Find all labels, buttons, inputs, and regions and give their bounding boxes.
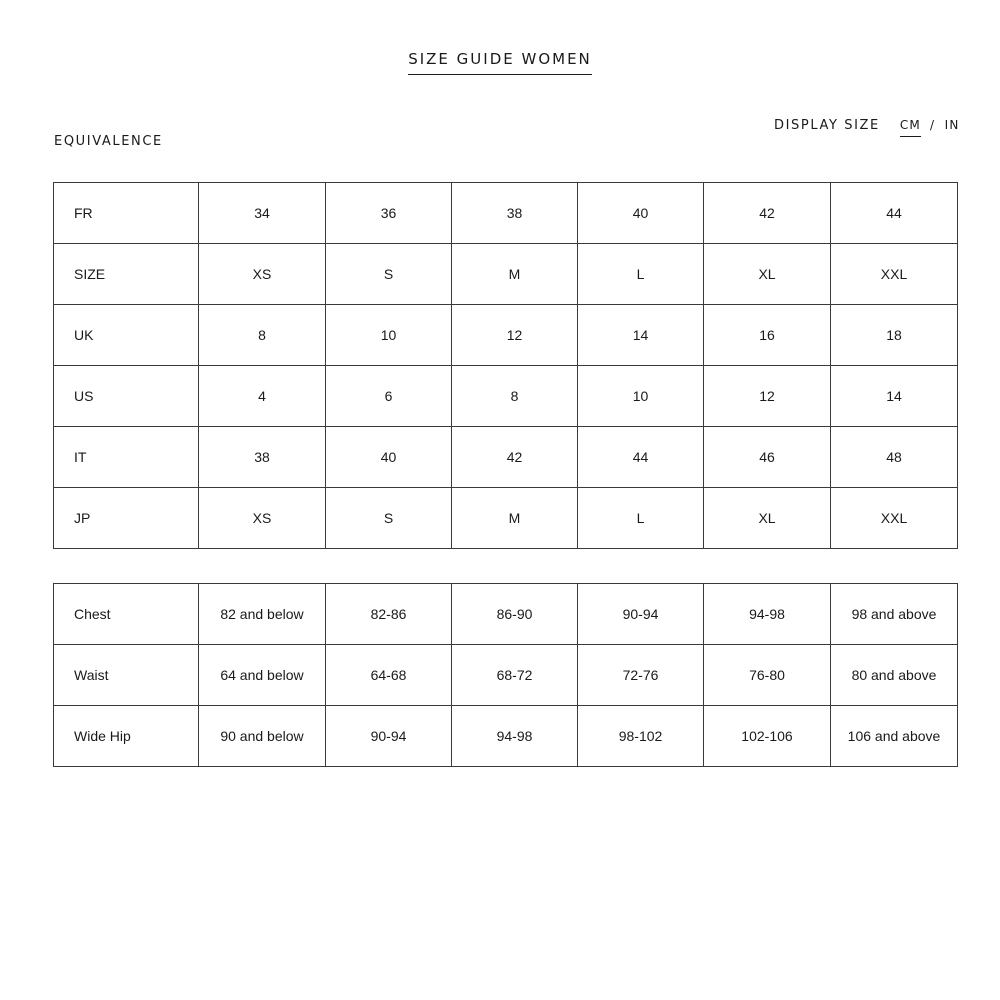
table-cell: 14 [831, 366, 958, 427]
table-cell: 106 and above [831, 706, 958, 767]
table-row [54, 645, 958, 706]
table-cell: 82-86 [326, 584, 452, 645]
table-cell: 38 [199, 427, 326, 488]
table-row [54, 427, 958, 488]
table-cell: 8 [452, 366, 578, 427]
table-cell: 42 [452, 427, 578, 488]
row-header: US [54, 366, 199, 427]
table-cell: 98-102 [578, 706, 704, 767]
table-cell: M [452, 244, 578, 305]
table-cell: 44 [578, 427, 704, 488]
unit-cm-button[interactable]: CM [900, 118, 921, 137]
equivalence-heading: EQUIVALENCE [54, 134, 163, 149]
table-cell: XXL [831, 244, 958, 305]
table-row [54, 488, 958, 549]
table-cell: 102-106 [704, 706, 831, 767]
table-row [54, 244, 958, 305]
table-cell: 86-90 [452, 584, 578, 645]
table-cell: 64-68 [326, 645, 452, 706]
table-cell: L [578, 244, 704, 305]
table-cell: 46 [704, 427, 831, 488]
table-cell: 90-94 [326, 706, 452, 767]
row-header: FR [54, 183, 199, 244]
table-cell: 12 [452, 305, 578, 366]
table-cell: 10 [578, 366, 704, 427]
table-cell: 98 and above [831, 584, 958, 645]
table-cell: M [452, 488, 578, 549]
table-cell: 90-94 [578, 584, 704, 645]
table-cell: 36 [326, 183, 452, 244]
unit-in-button[interactable]: IN [944, 118, 960, 132]
table-cell: L [578, 488, 704, 549]
table-cell: 82 and below [199, 584, 326, 645]
page-title-wrapper [0, 49, 1000, 75]
table-cell: 16 [704, 305, 831, 366]
table-cell: XL [704, 488, 831, 549]
table-cell: XL [704, 244, 831, 305]
table-cell: S [326, 488, 452, 549]
table-cell: XS [199, 244, 326, 305]
table-cell: 40 [578, 183, 704, 244]
table-cell: 44 [831, 183, 958, 244]
table-row [54, 183, 958, 244]
size-equivalence-table [53, 182, 958, 549]
table-cell: XS [199, 488, 326, 549]
table-cell: 12 [704, 366, 831, 427]
table-cell: 6 [326, 366, 452, 427]
unit-separator: / [929, 118, 936, 132]
table-cell: 4 [199, 366, 326, 427]
table-cell: XXL [831, 488, 958, 549]
row-header: UK [54, 305, 199, 366]
display-size-toggle [774, 118, 960, 137]
table-cell: 18 [831, 305, 958, 366]
table-cell: 14 [578, 305, 704, 366]
row-header: IT [54, 427, 199, 488]
row-header: Chest [54, 584, 199, 645]
page-title: SIZE GUIDE WOMEN [408, 50, 592, 75]
table-cell: 94-98 [452, 706, 578, 767]
table-cell: 34 [199, 183, 326, 244]
table-cell: 94-98 [704, 584, 831, 645]
row-header: Wide Hip [54, 706, 199, 767]
row-header: Waist [54, 645, 199, 706]
table-cell: 8 [199, 305, 326, 366]
table-cell: 68-72 [452, 645, 578, 706]
table-cell: 76-80 [704, 645, 831, 706]
row-header: JP [54, 488, 199, 549]
row-header: SIZE [54, 244, 199, 305]
table-cell: 38 [452, 183, 578, 244]
table-cell: 40 [326, 427, 452, 488]
table-cell: 80 and above [831, 645, 958, 706]
table-cell: 10 [326, 305, 452, 366]
table-cell: 64 and below [199, 645, 326, 706]
table-cell: 48 [831, 427, 958, 488]
table-cell: S [326, 244, 452, 305]
table-cell: 42 [704, 183, 831, 244]
table-row [54, 706, 958, 767]
table-row [54, 584, 958, 645]
table-row [54, 305, 958, 366]
table-cell: 90 and below [199, 706, 326, 767]
display-size-label: DISPLAY SIZE [774, 118, 880, 133]
body-measurements-table [53, 583, 958, 767]
table-cell: 72-76 [578, 645, 704, 706]
table-row [54, 366, 958, 427]
